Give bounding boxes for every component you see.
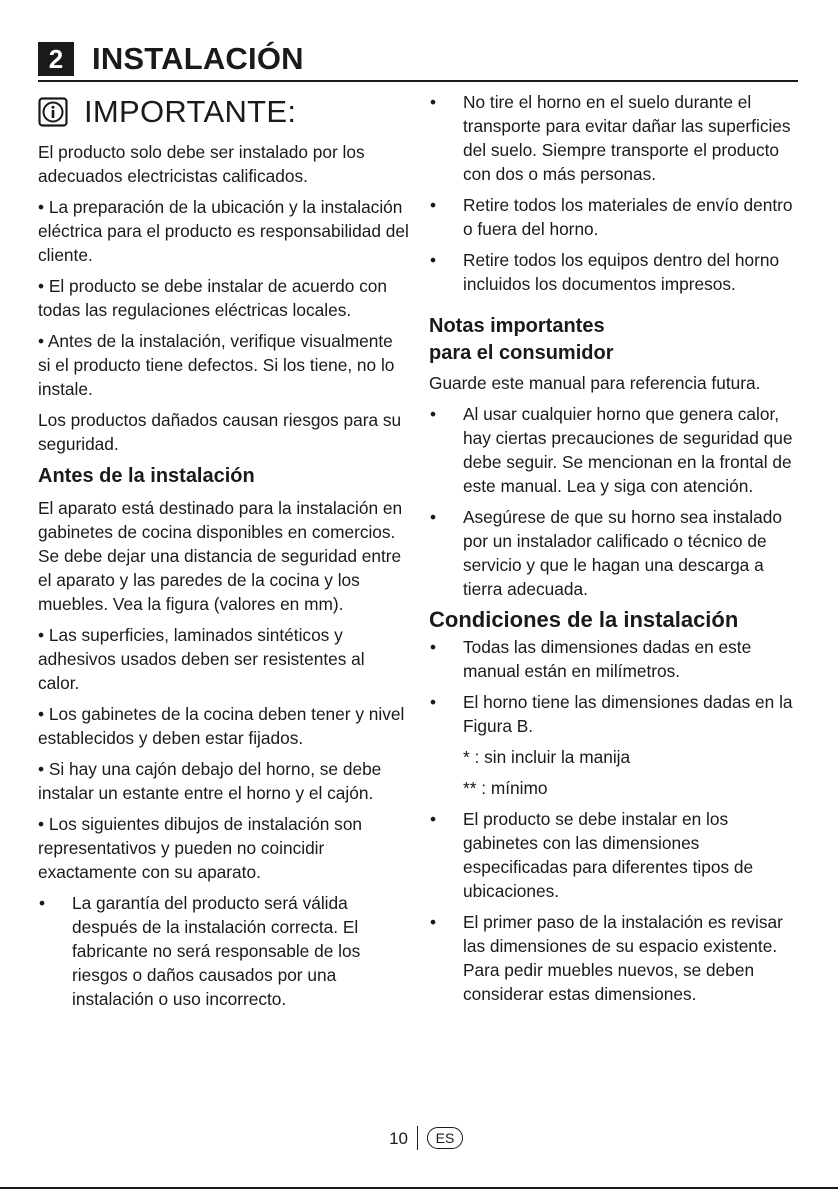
conditions-bullets-b [429, 807, 801, 1006]
before-install-paragraph: • Los siguientes dibujos de instalación son representativos y pueden no coincidir exactamente con su aparato. [38, 814, 363, 882]
consumer-notes-bullets [429, 402, 801, 601]
right-column [429, 90, 801, 1013]
before-install-heading: Antes de la instalación [38, 465, 255, 487]
language-badge: ES [427, 1127, 463, 1149]
consumer-notes-heading [429, 313, 801, 367]
dimension-note: * : sin incluir la manija [463, 747, 631, 767]
page-number: 10 [389, 1129, 408, 1148]
dimension-note: ** : mínimo [463, 778, 548, 798]
consumer-notes-heading-line1: Notas importantes [429, 315, 605, 337]
conditions-heading: Condiciones de la instalación [429, 607, 739, 632]
transport-bullets [429, 90, 801, 296]
consumer-notes-heading-line2: para el consumidor [429, 342, 614, 364]
important-paragraph: Los productos dañados causan riesgos para su seguridad. [38, 410, 402, 454]
info-icon [38, 97, 68, 127]
important-paragraph: • Antes de la instalación, verifique visualmente si el producto tiene defectos. Si los tiene, no lo instale. [38, 331, 395, 399]
list-item: • El producto se debe instalar en los gabinetes con las dimensiones especificadas para diferentes tipos de ubicaciones. [429, 807, 801, 903]
before-install-paragraph: El aparato está destinado para la instalación en gabinetes de cocina disponibles en comercios. Se debe dejar una distancia de seguridad entre el aparato y las paredes de la cocina y los muebles. Vea la figura (valores en mm). [38, 498, 403, 614]
before-install-paragraph: • Las superficies, laminados sintéticos y adhesivos usados deben ser resistentes al calor. [38, 625, 365, 693]
list-item: • Al usar cualquier horno que genera calor, hay ciertas precauciones de seguridad que debe seguir. Se mencionan en la frontal de este manual. Lea y siga con atención. [429, 402, 801, 498]
before-install-bullets [38, 891, 410, 1011]
important-paragraph: El producto solo debe ser instalado por los adecuados electricistas calificados. [38, 142, 365, 186]
footer-divider [417, 1126, 418, 1150]
list-item: • El horno tiene las dimensiones dadas en la Figura B. [429, 690, 801, 738]
section-number: 2 [38, 42, 74, 76]
conditions-bullets-a [429, 635, 801, 738]
before-install-paragraph: • Si hay una cajón debajo del horno, se debe instalar un estante entre el horno y el cajón. [38, 759, 382, 803]
list-item: • La garantía del producto será válida después de la instalación correcta. El fabricante no será responsable de los riesgos o daños causados por una instalación o uso incorrecto. [38, 891, 410, 1011]
list-item: • Todas las dimensiones dadas en este manual están en milímetros. [429, 635, 801, 683]
important-paragraph: • El producto se debe instalar de acuerdo con todas las regulaciones eléctricas locales. [38, 276, 388, 320]
list-item: • Retire todos los materiales de envío dentro o fuera del horno. [429, 193, 801, 241]
list-item: • Retire todos los equipos dentro del horno incluidos los documentos impresos. [429, 248, 801, 296]
before-install-paragraph: • Los gabinetes de la cocina deben tener y nivel establecidos y deben estar fijados. [38, 704, 405, 748]
important-heading [38, 94, 410, 130]
bottom-rule [0, 1187, 838, 1189]
section-title: INSTALACIÓN [92, 41, 304, 76]
list-item: • Asegúrese de que su horno sea instalado por un instalador calificado o técnico de servicio y que le hagan una descarga a tierra adecuada. [429, 505, 801, 601]
left-column [38, 90, 410, 1018]
consumer-notes-intro: Guarde este manual para referencia futura. [429, 373, 761, 393]
list-item: • No tire el horno en el suelo durante el transporte para evitar dañar las superficies del suelo. Siempre transporte el producto con dos o más personas. [429, 90, 801, 186]
section-header [38, 42, 798, 82]
list-item: • El primer paso de la instalación es revisar las dimensiones de su espacio existente. Para pedir muebles nuevos, se deben considerar estas dimensiones. [429, 910, 801, 1006]
important-title: IMPORTANTE: [84, 94, 297, 129]
page-footer [0, 1126, 838, 1152]
important-paragraph: • La preparación de la ubicación y la instalación eléctrica para el producto es responsabilidad del cliente. [38, 197, 409, 265]
